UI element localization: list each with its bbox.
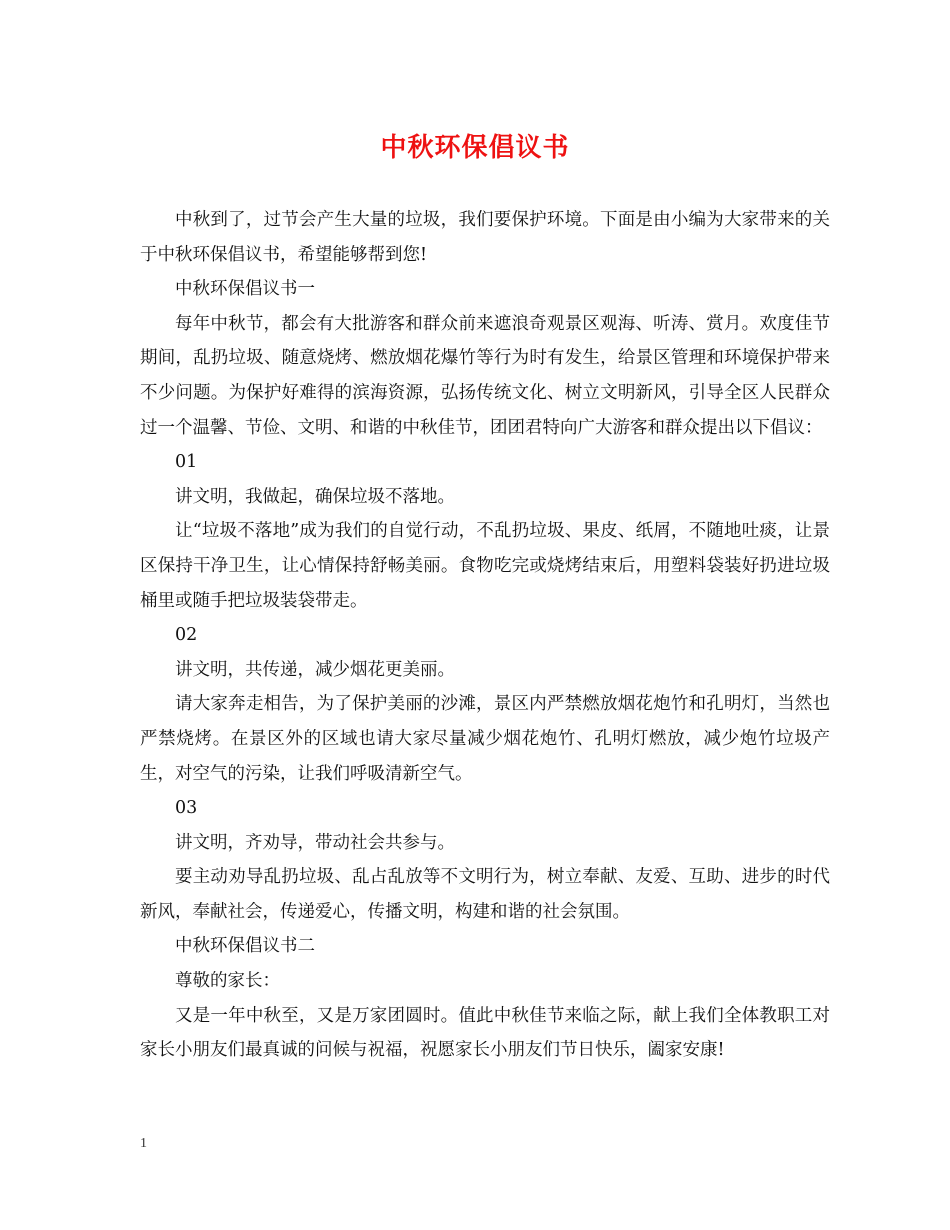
body-paragraph: 每年中秋节，都会有大批游客和群众前来遮浪奇观景区观海、听涛、赏月。欢度佳节期间，乱扔垃圾、随意烧烤、燃放烟花爆竹等行为时有发生，给景区管理和环境保护带来不少问题。为保护好难得的滨海资源，弘扬传统文化、树立文明新风，引导全区人民群众过一个温馨、节俭、文明、和谐的中秋佳节，团团君特向广大游客和群众提出以下倡议： [140, 313, 830, 438]
document-body [140, 203, 830, 1068]
body-paragraph: 又是一年中秋至，又是万家团圆时。值此中秋佳节来临之际，献上我们全体教职工对家长小朋友们最真诚的问候与祝福，祝愿家长小朋友们节日快乐，阖家安康! [140, 1005, 830, 1061]
item-number: 01 [175, 452, 198, 473]
item-heading: 讲文明，我做起，确保垃圾不落地。 [175, 486, 455, 507]
item-heading: 讲文明，齐劝导，带动社会共参与。 [175, 832, 455, 853]
section-heading-two: 中秋环保倡议书二 [175, 936, 315, 957]
body-paragraph: 请大家奔走相告，为了保护美丽的沙滩，景区内严禁燃放烟花炮竹和孔明灯，当然也严禁烧烤。在景区外的区域也请大家尽量减少烟花炮竹、孔明灯燃放，减少炮竹垃圾产生，对空气的污染，让我们呼吸清新空气。 [140, 694, 830, 784]
document-title: 中秋环保倡议书 [380, 133, 570, 163]
body-paragraph: 要主动劝导乱扔垃圾、乱占乱放等不文明行为，树立奉献、友爱、互助、进步的时代新风，奉献社会，传递爱心，传播文明，构建和谐的社会氛围。 [140, 867, 830, 922]
body-paragraph: 让“垃圾不落地”成为我们的自觉行动，不乱扔垃圾、果皮、纸屑，不随地吐痰，让景区保持干净卫生，让心情保持舒畅美丽。食物吃完或烧烤结束后，用塑料袋装好扔进垃圾桶里或随手把垃圾装袋带走。 [140, 521, 830, 611]
salutation: 尊敬的家长： [175, 971, 280, 992]
page-number: 1 [140, 1136, 147, 1151]
section-heading-one: 中秋环保倡议书一 [175, 279, 315, 300]
item-heading: 讲文明，共传递，减少烟花更美丽。 [175, 659, 455, 680]
intro-paragraph: 中秋到了，过节会产生大量的垃圾，我们要保护环境。下面是由小编为大家带来的关于中秋环保倡议书，希望能够帮到您! [140, 210, 830, 265]
item-number: 02 [175, 625, 198, 646]
item-number: 03 [175, 798, 198, 819]
